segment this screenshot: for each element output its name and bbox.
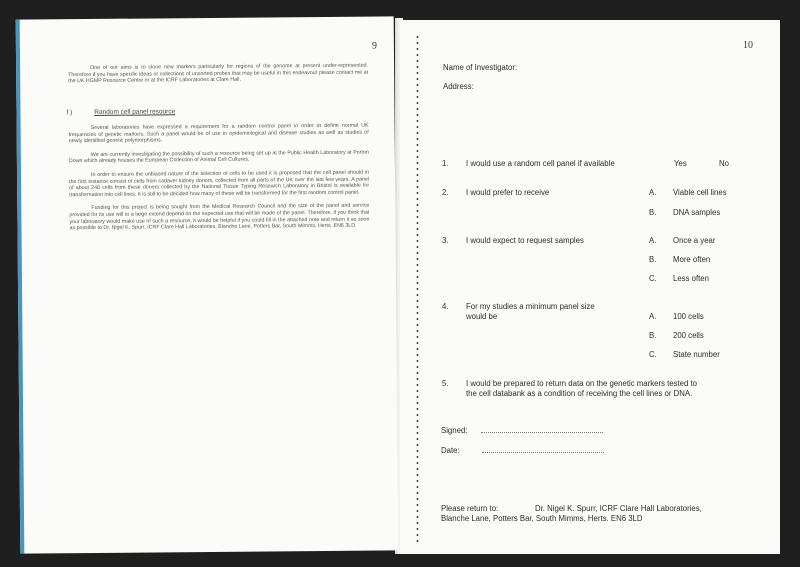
option-key: C. bbox=[649, 350, 657, 359]
option-label: Once a year bbox=[673, 236, 716, 245]
signed-label: Signed: bbox=[441, 426, 468, 435]
question-number: 2. bbox=[442, 188, 449, 197]
option-label: 200 cells bbox=[673, 331, 704, 340]
question-number: 1. bbox=[442, 159, 449, 168]
section-heading bbox=[66, 108, 175, 116]
option-key: B. bbox=[649, 255, 657, 264]
question-text: I would expect to request samples bbox=[466, 236, 584, 245]
option-label: Less often bbox=[673, 274, 709, 283]
option-label: Viable cell lines bbox=[673, 188, 727, 197]
paragraph: We are currently investigating the possibility of such a resource being set up at the Public Health Laboratory at Porton Down which already houses the European Collection of Animal Cell Cultures. bbox=[68, 149, 369, 165]
question-number: 3. bbox=[442, 236, 449, 245]
question-text-cont: the cell databank as a condition of receiving the cell lines or DNA. bbox=[466, 389, 693, 398]
signature-field bbox=[481, 432, 603, 433]
question-text: I would be prepared to return data on the genetic markers tested to bbox=[466, 379, 698, 388]
section-title: Random cell panel resource bbox=[94, 108, 176, 116]
return-address-line2: Blanche Lane, Potters Bar, South Mimms, Herts. EN6 3LD bbox=[441, 514, 643, 523]
option-key: A. bbox=[649, 188, 657, 197]
intro-paragraph: One of our aims is to clone new markers particularly for regions of the genome at present under-represented. Therefore if you have specific ideas or collections of unsorted probes that may be useful in this endeavour please contact me at the UK HGMP Resource Centre or at the ICRF Laboratories at Clare Hall. bbox=[68, 62, 369, 85]
date-line bbox=[441, 446, 604, 455]
perforation-line bbox=[416, 34, 419, 544]
left-page bbox=[16, 16, 399, 553]
option-label: State number bbox=[673, 350, 720, 359]
signed-line bbox=[441, 426, 603, 435]
option-key: B. bbox=[649, 331, 657, 340]
option-key: A. bbox=[649, 312, 657, 321]
page-number: 10 bbox=[743, 40, 753, 51]
question-text: I would use a random cell panel if available bbox=[466, 159, 615, 168]
question-number: 4. bbox=[442, 302, 449, 311]
question-text: For my studies a minimum panel size bbox=[466, 302, 595, 311]
return-address-line1: Dr. Nigel K. Spurr, ICRF Clare Hall Laboratories, bbox=[535, 504, 702, 513]
section-body bbox=[69, 123, 370, 239]
option-key: A. bbox=[649, 236, 657, 245]
paragraph: Several laboratories have expressed a requirement for a random control panel in order to define normal UK frequencies of genetic markers. Such a panel would be of use in epidemiological and disease studies as well as studies of newly identified genetic polymorphisms. bbox=[68, 122, 369, 145]
date-field bbox=[482, 452, 604, 453]
paragraph: In order to ensure the unbiased nature of the selection of cells to be used it is proposed that the cell panel should in the first instance consist of cells from cadaver kidney donors, collected from all parts of the UK over the last few years. A panel of about 240 cells from these donors collected by the National Tissue Typing Research Laboratory in Bristol is available for transformation into cell lines. It is still to be decided how many of these will be transformed for the first random control panel. bbox=[69, 169, 370, 198]
question-number: 5. bbox=[442, 379, 449, 388]
question-text-cont: would be bbox=[466, 312, 498, 321]
section-letter: f ) bbox=[66, 109, 73, 117]
answer-no: No bbox=[719, 159, 729, 168]
paragraph: Funding for this project is being sought from the Medical Research Council and the size of the panel and service provided for its use will to a large extend depend on the expected use that will be made of the panel. Therefore, if you think that your laboratory would make use of such a resource, it would be helpful if you could fill in the attached note and return it as soon as possible to Dr. Nigel K. Spurr, ICRF Clare Hall Laboratories, Blanche Lane, Potters Bar, South Mimms, Herts. EN6 3LD. bbox=[69, 202, 370, 232]
option-key: C. bbox=[649, 274, 657, 283]
question-text: I would prefer to receive bbox=[466, 188, 550, 197]
investigator-label: Name of Investigator: bbox=[443, 63, 518, 72]
page-number: 9 bbox=[371, 40, 377, 52]
address-label: Address: bbox=[443, 82, 474, 91]
option-key: B. bbox=[649, 208, 657, 217]
right-page bbox=[400, 20, 780, 554]
option-label: 100 cells bbox=[673, 312, 704, 321]
option-label: More often bbox=[673, 255, 711, 264]
option-label: DNA samples bbox=[673, 208, 721, 217]
date-label: Date: bbox=[441, 446, 460, 455]
answer-yes: Yes bbox=[674, 159, 687, 168]
return-label: Please return to: bbox=[441, 504, 499, 513]
